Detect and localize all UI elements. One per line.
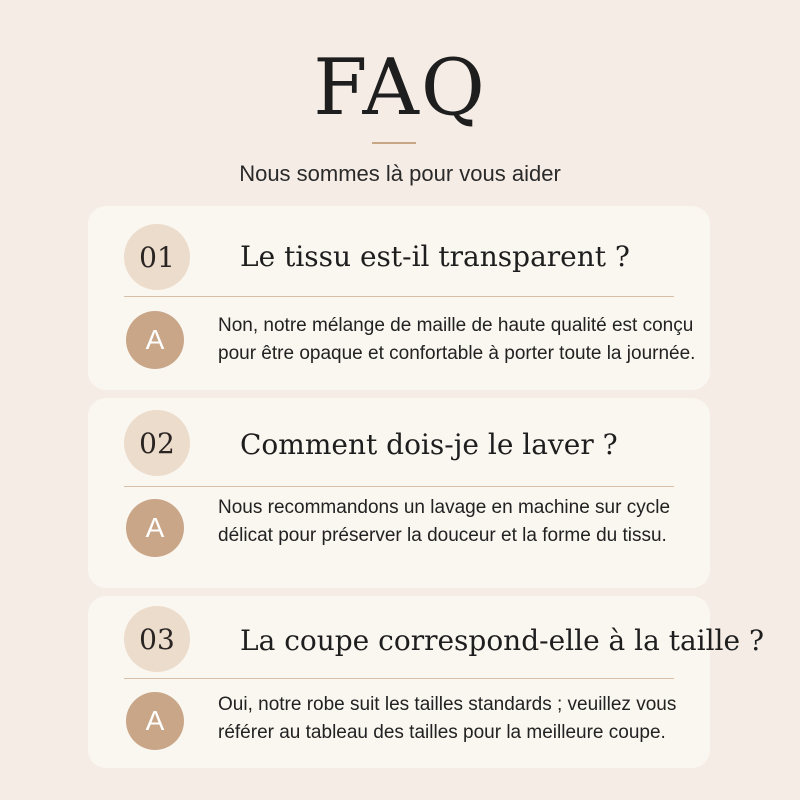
faq-question: La coupe correspond-elle à la taille ? (240, 624, 764, 657)
faq-number-badge: 01 (124, 224, 190, 290)
faq-divider (124, 486, 674, 487)
page-subtitle: Nous sommes là pour vous aider (239, 161, 561, 186)
faq-number-badge: 02 (124, 410, 190, 476)
answer-badge: A (126, 692, 184, 750)
faq-card-1 (88, 206, 710, 390)
faq-question: Le tissu est-il transparent ? (240, 240, 630, 273)
faq-answer: Oui, notre robe suit les tailles standards ; veuillez vous référer au tableau des tailles pour la meilleure coupe. (218, 694, 677, 743)
faq-question: Comment dois-je le laver ? (240, 428, 618, 461)
faq-card-3 (88, 596, 764, 768)
faq-card-2 (88, 398, 710, 588)
faq-number-badge: 03 (124, 606, 190, 672)
answer-badge: A (126, 311, 184, 369)
answer-badge: A (126, 499, 184, 557)
faq-answer: Non, notre mélange de maille de haute qualité est conçu pour être opaque et confortable à porter toute la journée. (218, 315, 696, 364)
page-title: FAQ (313, 43, 487, 133)
title-underline (372, 142, 416, 144)
faq-divider (124, 678, 674, 679)
faq-divider (124, 296, 674, 297)
faq-answer: Nous recommandons un lavage en machine sur cycle délicat pour préserver la douceur et la forme du tissu. (218, 497, 671, 546)
